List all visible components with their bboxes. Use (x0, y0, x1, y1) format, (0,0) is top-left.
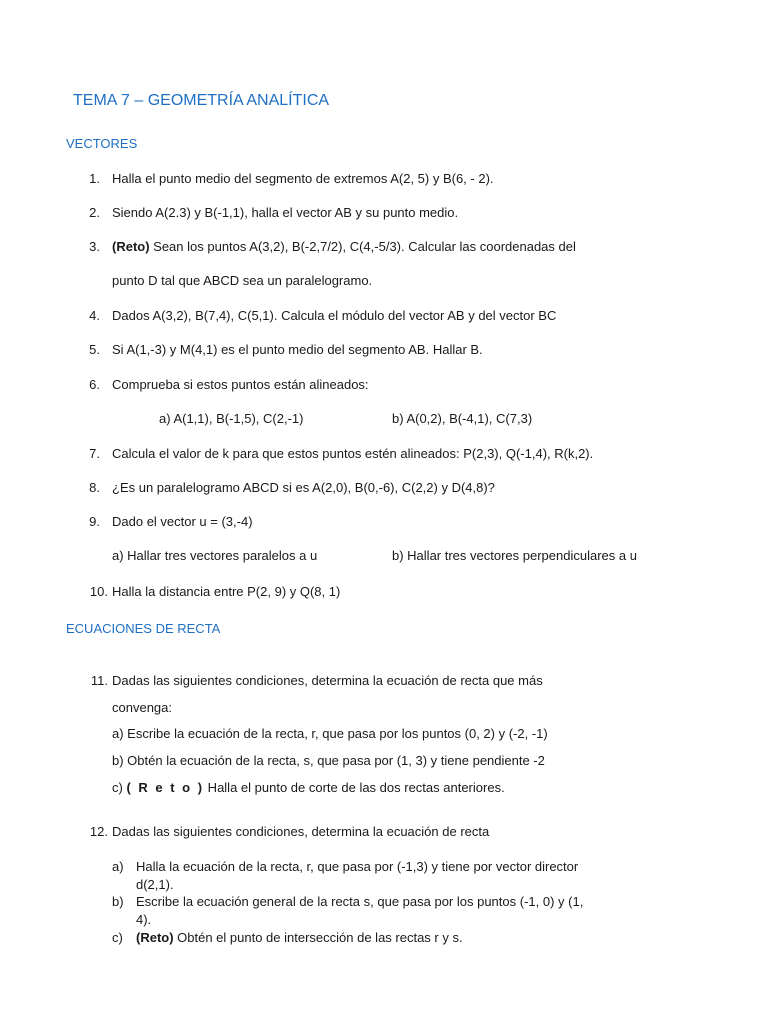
item-number: 12. (89, 824, 108, 839)
item-number: 8. (89, 480, 100, 495)
item-text: Dado el vector u = (3,-4) (112, 514, 253, 529)
sub-item-continuation: d(2,1). (136, 877, 174, 892)
sub-item-letter: a) (112, 859, 124, 874)
item-text: Siendo A(2.3) y B(-1,1), halla el vector AB y su punto medio. (112, 205, 459, 220)
item-text: Halla la distancia entre P(2, 9) y Q(8, 1) (112, 584, 341, 599)
sub-item-c (112, 780, 505, 796)
item-number: 7. (89, 446, 100, 461)
item-text: Dadas las siguientes condiciones, determina la ecuación de recta que más (112, 673, 543, 688)
sub-item-a: Halla la ecuación de la recta, r, que pasa por (-1,3) y tiene por vector director (136, 859, 579, 874)
item-number: 5. (89, 342, 100, 357)
sub-item-b: b) A(0,2), B(-4,1), C(7,3) (392, 411, 533, 426)
section-heading-ecuaciones: ECUACIONES DE RECTA (66, 621, 221, 636)
sub-item-a: a) A(1,1), B(-1,5), C(2,-1) (159, 411, 304, 426)
sub-item-a: a) Escribe la ecuación de la recta, r, que pasa por los puntos (0, 2) y (-2, -1) (112, 726, 548, 741)
item-text-continuation: punto D tal que ABCD sea un paralelogramo. (112, 273, 373, 288)
item-text: Si A(1,-3) y M(4,1) es el punto medio del segmento AB. Hallar B. (112, 342, 483, 357)
item-text: Comprueba si estos puntos están alineados: (112, 377, 369, 392)
item-number: 10. (89, 584, 108, 599)
sub-item-letter: b) (112, 894, 124, 909)
item-number: 1. (89, 171, 100, 186)
item-number: 3. (89, 239, 100, 254)
reto-label: (Reto) (136, 930, 174, 945)
item-number: 4. (89, 308, 100, 323)
item-text (112, 239, 576, 255)
item-text: Halla el punto medio del segmento de extremos A(2, 5) y B(6, - 2). (112, 171, 494, 186)
item-number: 2. (89, 205, 100, 220)
item-text: Dadas las siguientes condiciones, determina la ecuación de recta (112, 824, 490, 839)
sub-item-letter: c) (112, 930, 123, 945)
item-text: Dados A(3,2), B(7,4), C(5,1). Calcula el módulo del vector AB y del vector BC (112, 308, 557, 323)
section-heading-vectores: VECTORES (66, 136, 138, 151)
reto-label: (Reto) (112, 239, 150, 254)
sub-item-b: Escribe la ecuación general de la recta s, que pasa por los puntos (-1, 0) y (1, (136, 894, 584, 909)
item-text-part: Halla el punto de corte de las dos rectas anteriores. (204, 780, 505, 795)
item-text-part: Sean los puntos A(3,2), B(-2,7/2), C(4,-5/3). Calcular las coordenadas del (149, 239, 576, 254)
page-title: TEMA 7 – GEOMETRÍA ANALÍTICA (73, 92, 330, 109)
item-text-continuation: convenga: (112, 700, 172, 715)
sub-item-b: b) Hallar tres vectores perpendiculares a u (392, 548, 637, 563)
sub-item-letter: c) (112, 780, 127, 795)
reto-label: ( R e t o ) (126, 780, 205, 795)
sub-item-continuation: 4). (136, 912, 152, 927)
sub-item-a: a) Hallar tres vectores paralelos a u (112, 548, 318, 563)
item-number: 11. (90, 673, 108, 688)
item-text: ¿Es un paralelogramo ABCD si es A(2,0), B(0,-6), C(2,2) y D(4,8)? (112, 480, 495, 495)
item-number: 9. (89, 514, 100, 529)
item-text-part: Obtén el punto de intersección de las rectas r y s. (173, 930, 463, 945)
sub-item-b: b) Obtén la ecuación de la recta, s, que pasa por (1, 3) y tiene pendiente -2 (112, 753, 545, 768)
sub-item-c (136, 930, 463, 946)
item-number: 6. (89, 377, 100, 392)
item-text: Calcula el valor de k para que estos puntos estén alineados: P(2,3), Q(-1,4), R(k,2). (112, 446, 594, 461)
